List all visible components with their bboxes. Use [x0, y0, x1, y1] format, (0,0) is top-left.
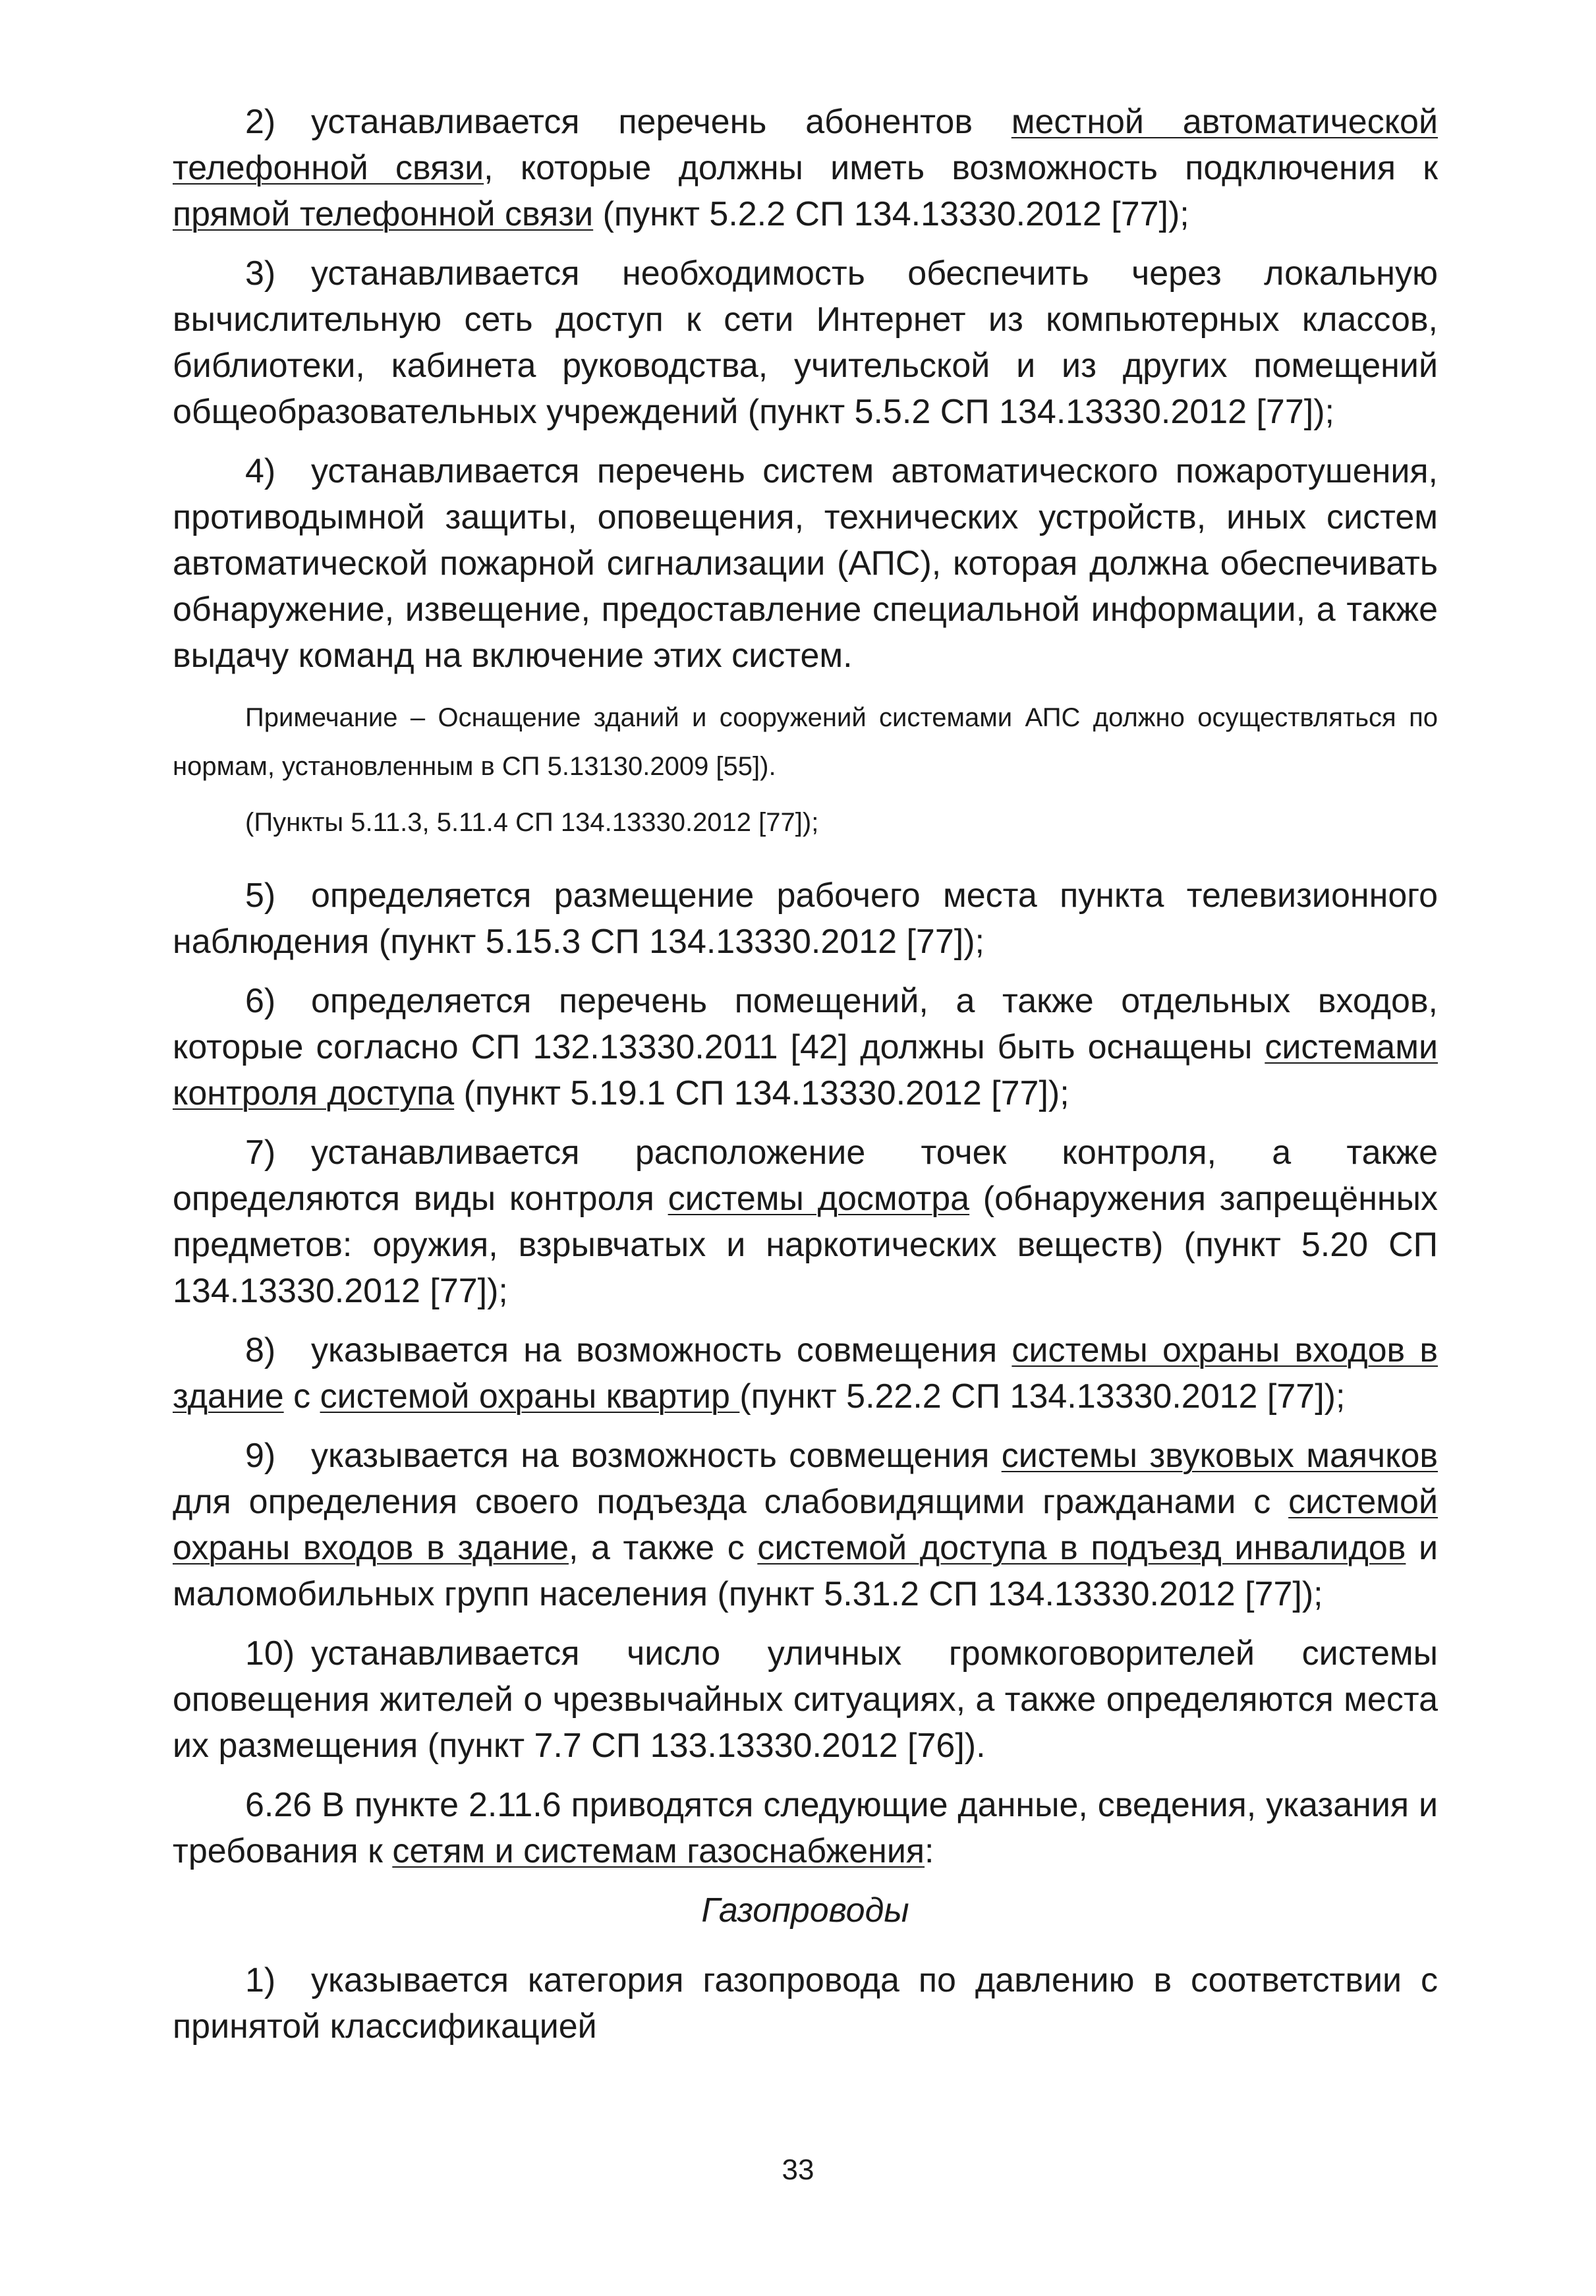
- page-number: 33: [782, 2154, 814, 2186]
- item-text: устанавливается необходимость обеспечить через локальную вычислительную сеть доступ к сети Интернет из компьютерных классов, библиотеки, кабинета руководства, учительской и из других помещений общеобразовательных учреждений (пункт 5.5.2 СП 134.13330.2012 [77]);: [173, 254, 1438, 431]
- underlined-term: системой охраны квартир: [320, 1377, 740, 1416]
- item-text: определяется перечень помещений, а также отдельных входов, которые согласно СП 132.13330.2011 [42] должны быть оснащены: [173, 982, 1438, 1066]
- item-number: 10): [245, 1634, 295, 1673]
- underlined-term: прямой телефонной связи: [173, 195, 594, 233]
- item-text: , которые должны иметь возможность подключения к: [484, 149, 1438, 187]
- item-number: 6): [245, 982, 276, 1020]
- item-text: устанавливается расположение точек контроля, а также определяются виды контроля: [173, 1134, 1438, 1218]
- item-number: 8): [245, 1331, 276, 1369]
- underlined-term: сетям и системам газоснабжения: [392, 1832, 925, 1870]
- note-label: Примечание: [245, 703, 398, 732]
- underlined-term: системы досмотра: [668, 1180, 970, 1218]
- list-item-7: [173, 1130, 1438, 1314]
- item-text: устанавливается перечень абонентов: [311, 103, 1012, 141]
- list-item-8: [173, 1327, 1438, 1420]
- item-number: 7): [245, 1134, 276, 1172]
- item-number: 5): [245, 876, 276, 915]
- item-text: определяется размещение рабочего места пункта телевизионного наблюдения (пункт 5.15.3 СП 134.13330.2012 [77]);: [173, 876, 1438, 961]
- list-item-10: [173, 1630, 1438, 1769]
- note-text: – Оснащение зданий и сооружений системами АПС должно осуществляться по нормам, установленным в СП 5.13130.2009 [55]).: [173, 703, 1438, 781]
- item-number: 1): [245, 1961, 276, 1999]
- page-content: [173, 99, 1438, 2063]
- list-item-2: [173, 99, 1438, 237]
- underlined-term: системы звуковых маячков: [1001, 1437, 1438, 1475]
- list-item-3: [173, 250, 1438, 435]
- underlined-term: системой охраны входов в здание: [173, 1483, 1438, 1567]
- section-6-26: [173, 1782, 1438, 1874]
- underlined-term: системы охраны входов в здание: [173, 1331, 1438, 1416]
- list-item-5: [173, 873, 1438, 965]
- item-number: 2): [245, 103, 276, 141]
- underlined-term: системой доступа в подъезд инвалидов: [757, 1529, 1406, 1567]
- item-text: устанавливается число уличных громкоговорителей системы оповещения жителей о чрезвычайных ситуациях, а также определяются места их размещения (пункт 7.7 СП 133.13330.2012 [76]).: [173, 1634, 1438, 1765]
- item-text: (обнаружения запрещённых предметов: оружия, взрывчатых и наркотических веществ) (пункт 5.20 СП 134.13330.2012 [77]);: [173, 1180, 1439, 1310]
- item-text: с: [283, 1377, 320, 1416]
- item-text: указывается на возможность совмещения: [311, 1331, 1012, 1369]
- gas-list-item-1: [173, 1957, 1438, 2050]
- note: [173, 693, 1438, 791]
- underlined-term: системами контроля доступа: [173, 1028, 1438, 1112]
- item-text: (пункт 5.22.2 СП 134.13330.2012 [77]);: [739, 1377, 1346, 1416]
- underlined-term: местной автоматической телефонной связи: [173, 103, 1438, 187]
- item-text: указывается на возможность совмещения: [311, 1437, 1002, 1475]
- list-item-4: [173, 448, 1438, 679]
- item-number: 9): [245, 1437, 276, 1475]
- item-text: (пункт 5.19.1 СП 134.13330.2012 [77]);: [454, 1074, 1069, 1112]
- item-text: указывается категория газопровода по давлению в соответствии с принятой классификацией: [173, 1961, 1438, 2046]
- item-text: (пункт 5.2.2 СП 134.13330.2012 [77]);: [593, 195, 1189, 233]
- item-text: устанавливается перечень систем автоматического пожаротушения, противодымной защиты, оповещения, технических устройств, иных систем автоматической пожарной сигнализации (АПС), которая должна обеспечивать обнаружение, извещение, предоставление специальной информации, а также выдачу команд на включение этих систем.: [173, 452, 1438, 675]
- item-text: , а также с: [569, 1529, 758, 1567]
- item-text: и маломобильных групп населения (пункт 5.31.2 СП 134.13330.2012 [77]);: [173, 1529, 1439, 1613]
- item-number: 3): [245, 254, 276, 293]
- note-reference: (Пункты 5.11.3, 5.11.4 СП 134.13330.2012 [77]);: [245, 808, 819, 837]
- item-text: для определения своего подъезда слабовидящими гражданами с: [173, 1483, 1289, 1521]
- section-text: :: [925, 1832, 934, 1870]
- list-item-9: [173, 1433, 1438, 1617]
- item-number: 4): [245, 452, 276, 490]
- section-text: 6.26 В пункте 2.11.6 приводятся следующие данные, сведения, указания и требования к: [173, 1786, 1438, 1870]
- list-item-6: [173, 978, 1438, 1116]
- subsection-heading: Газопроводы: [701, 1891, 909, 1930]
